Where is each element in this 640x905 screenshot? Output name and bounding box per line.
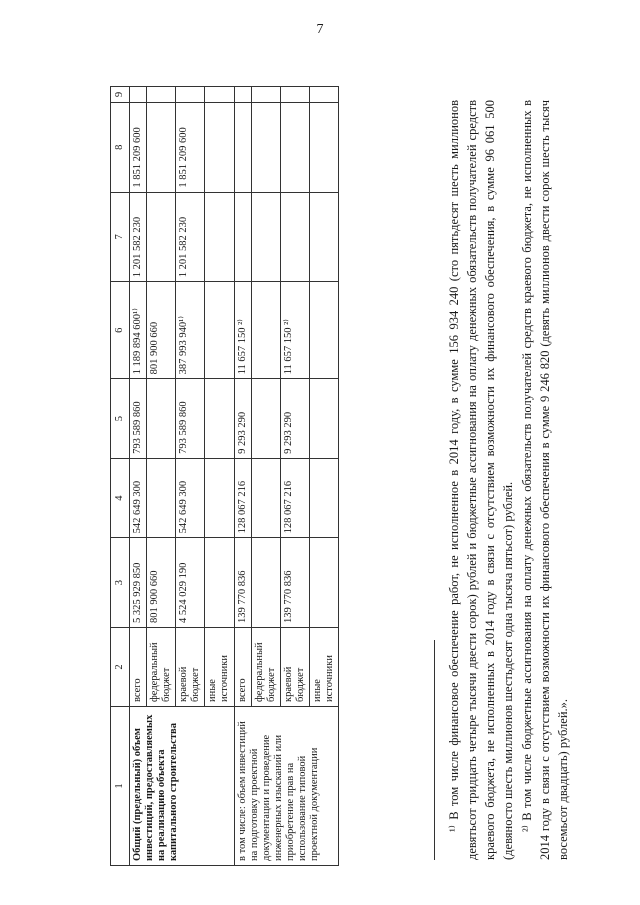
source-label: федеральный бюджет: [147, 628, 176, 707]
value-cell: [234, 192, 251, 282]
value-cell: 542 649 300: [130, 458, 147, 538]
value-cell: [280, 102, 309, 192]
value-cell: [251, 458, 280, 538]
value-cell: [251, 87, 280, 103]
value-cell: [205, 87, 234, 103]
value-cell: [309, 102, 338, 192]
value-cell: [309, 458, 338, 538]
value-cell: [280, 87, 309, 103]
value-cell: 1 189 894 600¹⁾: [130, 282, 147, 379]
value-cell: [251, 192, 280, 282]
value-cell: 1 851 209 600: [130, 102, 147, 192]
value-cell: 793 589 860: [130, 379, 147, 459]
value-cell: 1 201 582 230: [176, 192, 205, 282]
page-number: 7: [316, 22, 324, 37]
column-header-5: 5: [111, 379, 130, 459]
value-cell: [205, 538, 234, 628]
value-cell: [309, 379, 338, 459]
value-cell: 139 770 836: [280, 538, 309, 628]
row-label: Общий (предельный) объем инвестиций, предоставляемых на реализацию объекта капитального строительства: [130, 707, 234, 866]
row-label: в том числе: объем инвестиций на подготовку проектной документации и проведение инженерных изысканий или приобретение прав на использование типовой проектной документации: [234, 707, 338, 866]
value-cell: [147, 379, 176, 459]
value-cell: 801 900 660: [147, 282, 176, 379]
column-header-7: 7: [111, 192, 130, 282]
source-label: всего: [130, 628, 147, 707]
value-cell: 128 067 216: [234, 458, 251, 538]
table-header-row: [111, 87, 130, 866]
value-cell: [147, 87, 176, 103]
source-label: всего: [234, 628, 251, 707]
column-header-9: 9: [111, 87, 130, 103]
value-cell: [205, 102, 234, 192]
value-cell: [280, 192, 309, 282]
value-cell: [147, 192, 176, 282]
value-cell: [205, 379, 234, 459]
table-row: [130, 87, 147, 866]
column-header-1: 1: [111, 707, 130, 866]
value-cell: 139 770 836: [234, 538, 251, 628]
rotated-content: [100, 80, 600, 880]
source-label: иные источники: [309, 628, 338, 707]
value-cell: 1 851 209 600: [176, 102, 205, 192]
value-cell: [130, 87, 147, 103]
column-header-6: 6: [111, 282, 130, 379]
footnote-1: ¹⁾ В том числе финансовое обеспечение работ, не исполненное в 2014 году, в сумме 156 934 240 (сто пятьдесят шесть миллионов девятьсот тридцать четыре тысячи двести сорок) рублей и бюджетные ассигнования на оплату денежных обязательств получателей средств краевого бюджета, не исполненных в 2014 году в связи с отсутствием возможности их финансового обеспечения, в сумме 96 061 500 (девяносто шесть миллионов шестьдесят одна тысяча пятьсот) рублей.: [447, 100, 516, 860]
value-cell: [251, 102, 280, 192]
footnotes: [445, 100, 572, 860]
value-cell: [309, 282, 338, 379]
value-cell: [205, 192, 234, 282]
column-header-3: 3: [111, 538, 130, 628]
value-cell: [309, 538, 338, 628]
value-cell: 4 524 029 190: [176, 538, 205, 628]
value-cell: [147, 102, 176, 192]
value-cell: 542 649 300: [176, 458, 205, 538]
value-cell: [251, 282, 280, 379]
value-cell: [251, 538, 280, 628]
value-cell: [309, 192, 338, 282]
value-cell: 387 993 940¹⁾: [176, 282, 205, 379]
value-cell: 1 201 582 230: [130, 192, 147, 282]
value-cell: 5 325 929 850: [130, 538, 147, 628]
value-cell: [234, 102, 251, 192]
value-cell: [147, 458, 176, 538]
footnote-2: ²⁾ В том числе бюджетные ассигнования на оплату денежных обязательств получателей средств краевого бюджета, не исполненных в 2014 году в связи с отсутствием возможности их финансового обеспечения в сумме 9 246 820 (девять миллионов двести сорок шесть тысяч восемьсот двадцать) рублей.».: [519, 100, 570, 860]
value-cell: 11 657 150 ²⁾: [234, 282, 251, 379]
table-row: [234, 87, 251, 866]
value-cell: [234, 87, 251, 103]
value-cell: 9 293 290: [280, 379, 309, 459]
value-cell: [309, 87, 338, 103]
source-label: иные источники: [205, 628, 234, 707]
investment-table: [110, 86, 339, 866]
source-label: краевой бюджет: [280, 628, 309, 707]
footnote-divider: [434, 640, 435, 860]
value-cell: 128 067 216: [280, 458, 309, 538]
column-header-8: 8: [111, 102, 130, 192]
value-cell: 11 657 150 ²⁾: [280, 282, 309, 379]
value-cell: [205, 458, 234, 538]
column-header-2: 2: [111, 628, 130, 707]
value-cell: [205, 282, 234, 379]
value-cell: [251, 379, 280, 459]
source-label: федеральный бюджет: [251, 628, 280, 707]
column-header-4: 4: [111, 458, 130, 538]
source-label: краевой бюджет: [176, 628, 205, 707]
value-cell: [176, 87, 205, 103]
value-cell: 801 900 660: [147, 538, 176, 628]
value-cell: 793 589 860: [176, 379, 205, 459]
value-cell: 9 293 290: [234, 379, 251, 459]
